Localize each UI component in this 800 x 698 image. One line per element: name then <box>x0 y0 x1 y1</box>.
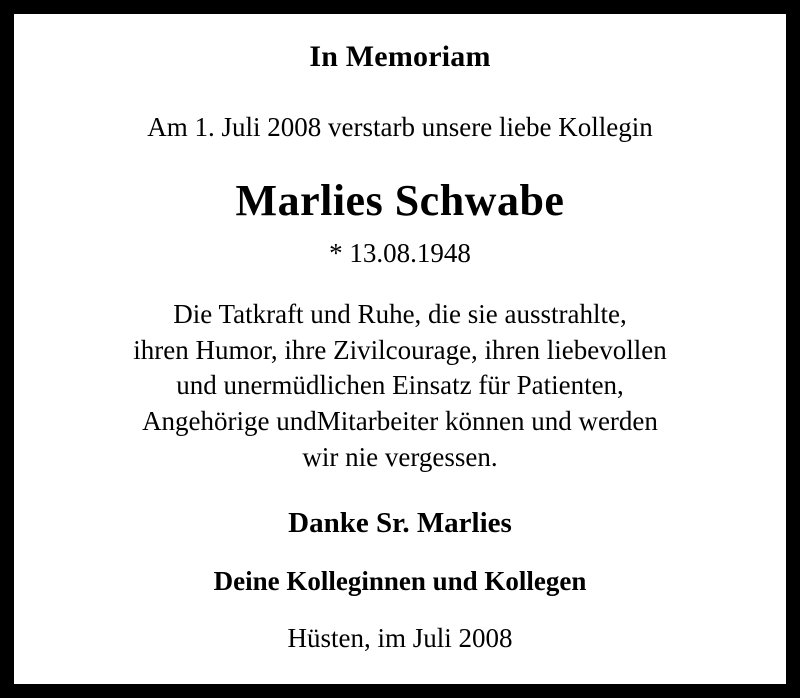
tribute-line: ihren Humor, ihre Zivilcourage, ihren liebevollen <box>133 334 667 365</box>
notice-heading: In Memoriam <box>309 40 491 73</box>
tribute-text <box>44 297 756 475</box>
place-and-date: Hüsten, im Juli 2008 <box>287 623 513 654</box>
tribute-line: und unermüdlichen Einsatz für Patienten, <box>176 370 624 401</box>
tribute-line: wir nie vergessen. <box>302 441 498 472</box>
signers-text: Deine Kolleginnen und Kollegen <box>213 566 587 597</box>
tribute-line: Die Tatkraft und Ruhe, die sie ausstrahlte, <box>173 299 627 329</box>
tribute-line: Angehörige undMitarbeiter können und werden <box>142 405 658 436</box>
thanks-text: Danke Sr. Marlies <box>288 507 512 540</box>
deceased-name: Marlies Schwabe <box>235 176 565 225</box>
notice-intro-text: Am 1. Juli 2008 verstarb unsere liebe Kollegin <box>147 112 653 142</box>
notice-content <box>44 40 756 654</box>
birth-date: * 13.08.1948 <box>329 238 471 268</box>
